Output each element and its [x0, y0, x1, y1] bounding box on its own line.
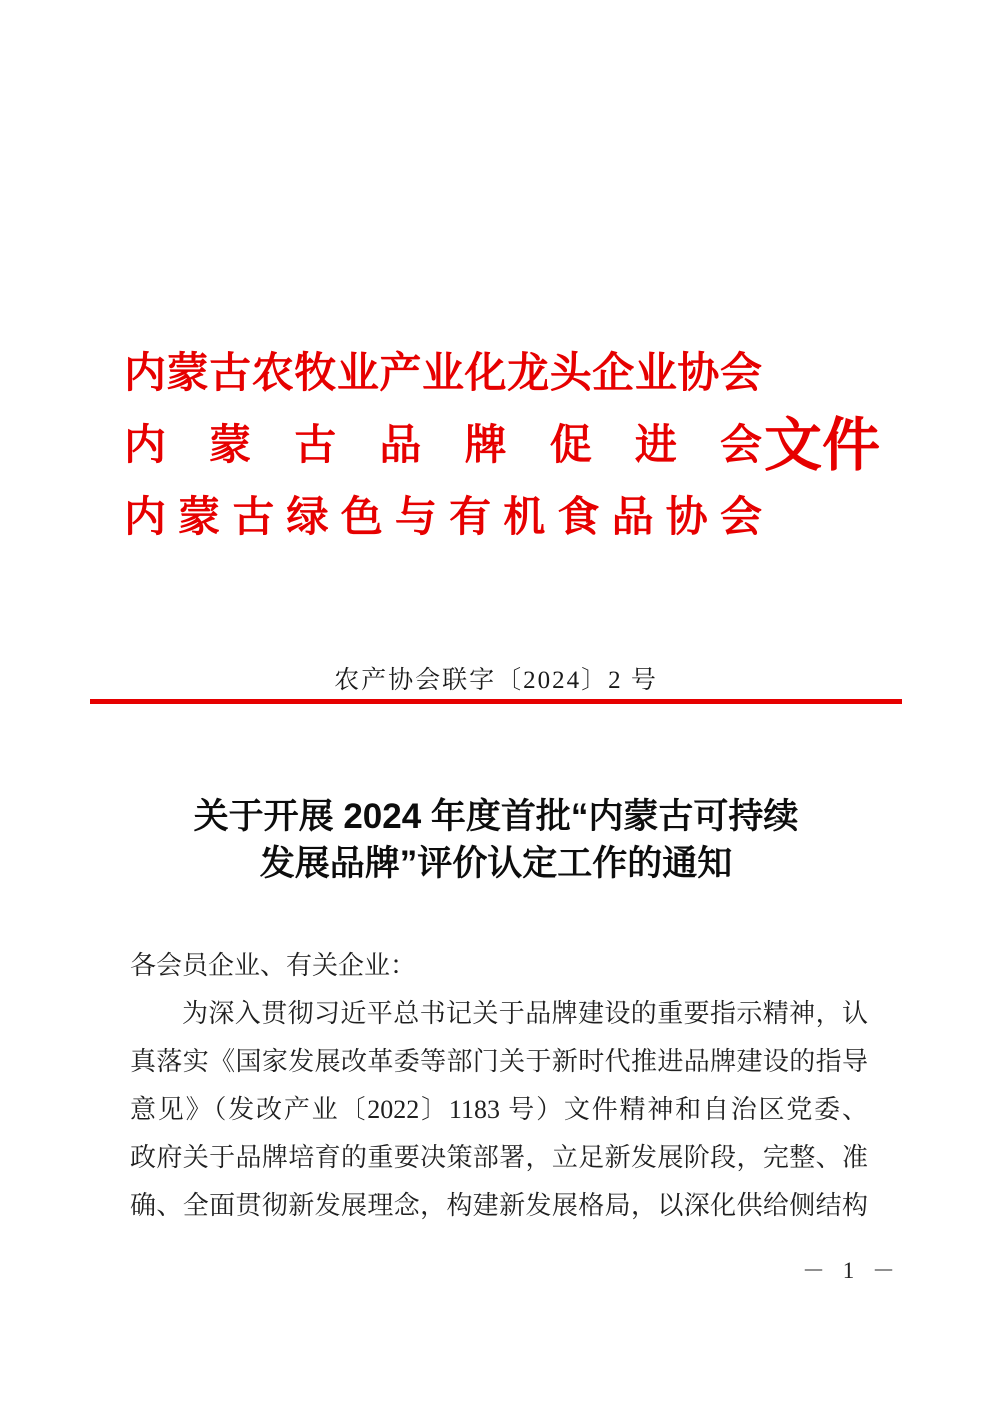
document-title-line-2: 发展品牌”评价认定工作的通知	[259, 844, 733, 883]
issuing-organizations	[124, 338, 762, 554]
document-body	[130, 942, 868, 1230]
red-divider-line	[90, 699, 902, 704]
salutation: 各会员企业、有关企业：	[130, 951, 417, 980]
org-name-1: 内蒙古农牧业产业化龙头企业协会	[124, 351, 762, 397]
paragraph-line: 意见》（发改产业〔2022〕1183 号）文件精神和自治区党委、	[130, 1095, 868, 1124]
page-number: － 1 －	[802, 1258, 901, 1283]
paragraph-line: 真落实《国家发展改革委等部门关于新时代推进品牌建设的指导	[130, 1047, 868, 1076]
document-type-label: 文件	[763, 413, 880, 478]
letterhead	[124, 338, 880, 554]
paragraph-line: 政府关于品牌培育的重要决策部署，立足新发展阶段，完整、准	[130, 1143, 868, 1172]
org-name-2: 内蒙古品牌促进会	[124, 423, 762, 469]
document-title-line-1: 关于开展 2024 年度首批“内蒙古可持续	[193, 797, 799, 836]
org-name-3: 内蒙古绿色与有机食品协会	[124, 495, 762, 541]
document-title	[0, 793, 992, 887]
paragraph-line: 为深入贯彻习近平总书记关于品牌建设的重要指示精神，认	[182, 999, 868, 1028]
paragraph-line: 确、全面贯彻新发展理念，构建新发展格局，以深化供给侧结构	[130, 1191, 868, 1220]
document-number: 农产协会联字〔2024〕2 号	[334, 667, 658, 694]
